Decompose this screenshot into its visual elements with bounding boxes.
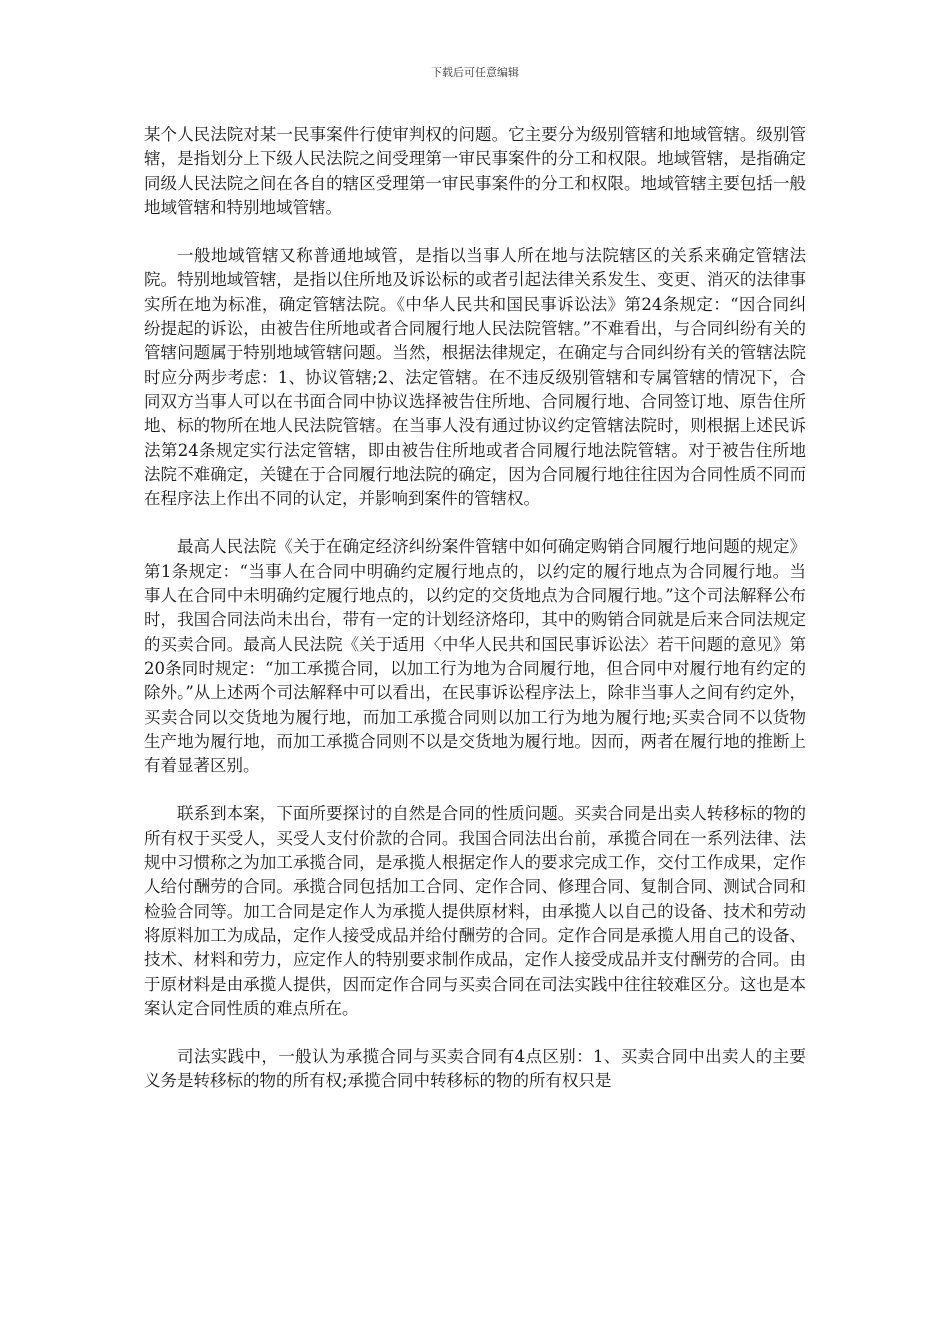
paragraph-1: 某个人民法院对某一民事案件行使审判权的问题。它主要分为级别管辖和地域管辖。级别管辖，是指划分上下级人民法院之间受理第一审民事案件的分工和权限。地域管辖，是指确定同级人民法院之间在各自的辖区受理第一审民事案件的分工和权限。地域管辖主要包括一般地域管辖和特别地域管辖。 xyxy=(144,125,806,217)
page-header: 下载后可任意编辑 xyxy=(431,66,519,79)
paragraph-4: 联系到本案，下面所要探讨的自然是合同的性质问题。买卖合同是出卖人转移标的物的所有权于买受人，买受人支付价款的合同。我国合同法出台前，承揽合同在一系列法律、法规中习惯称之为加工承揽合同，是承揽人根据定作人的要求完成工作，交付工作成果，定作人给付酬劳的合同。承揽合同包括加工合同、定作合同、修理合同、复制合同、测试合同和检验合同等。加工合同是定作人为承揽人提供原材料，由承揽人以自己的设备、技术和劳动将原料加工为成品，定作人接受成品并给付酬劳的合同。定作合同是承揽人用自己的设备、技术、材料和劳力，应定作人的特别要求制作成品，定作人接受成品并支付酬劳的合同。由于原材料是由承揽人提供，因而定作合同与买卖合同在司法实践中往往较难区分。这也是本案认定合同性质的难点所在。 xyxy=(144,804,806,1018)
paragraph-5: 司法实践中，一般认为承揽合同与买卖合同有4点区别：1、买卖合同中出卖人的主要义务是转移标的物的所有权;承揽合同中转移标的物的所有权只是 xyxy=(144,1047,806,1091)
paragraph-2: 一般地域管辖又称普通地域管，是指以当事人所在地与法院辖区的关系来确定管辖法院。特别地域管辖，是指以住所地及诉讼标的或者引起法律关系发生、变更、消灭的法律事实所在地为标准，确定管辖法院。《中华人民共和国民事诉讼法》第24条规定：“因合同纠纷提起的诉讼，由被告住所地或者合同履行地人民法院管辖。”不难看出，与合同纠纷有关的管辖问题属于特别地域管辖问题。当然，根据法律规定，在确定与合同纠纷有关的管辖法院时应分两步考虑：1、协议管辖;2、法定管辖。在不违反级别管辖和专属管辖的情况下，合同双方当事人可以在书面合同中协议选择被告住所地、合同履行地、合同签订地、原告住所地、标的物所在地人民法院管辖。在当事人没有通过协议约定管辖法院时，则根据上述民诉法第24条规定实行法定管辖，即由被告住所地或者合同履行地法院管辖。对于被告住所地法院不难确定，关键在于合同履行地法院的确定，因为合同履行地往往因为合同性质不同而在程序法上作出不同的认定，并影响到案件的管辖权。 xyxy=(144,246,806,509)
document-body xyxy=(144,123,806,1094)
paragraph-3: 最高人民法院《关于在确定经济纠纷案件管辖中如何确定购销合同履行地问题的规定》第1条规定：“当事人在合同中明确约定履行地点的，以约定的履行地点为合同履行地。当事人在合同中未明确约定履行地点的，以约定的交货地点为合同履行地。”这个司法解释公布时，我国合同法尚未出台，带有一定的计划经济烙印，其中的购销合同就是后来合同法规定的买卖合同。最高人民法院《关于适用〈中华人民共和国民事诉讼法〉若干问题的意见》第20条同时规定：“加工承揽合同，以加工行为地为合同履行地，但合同中对履行地有约定的除外。”从上述两个司法解释中可以看出，在民事诉讼程序法上，除非当事人之间有约定外，买卖合同以交货地为履行地，而加工承揽合同则以加工行为地为履行地;买卖合同不以货物生产地为履行地，而加工承揽合同则不以是交货地为履行地。因而，两者在履行地的推断上有着显著区别。 xyxy=(144,537,806,776)
